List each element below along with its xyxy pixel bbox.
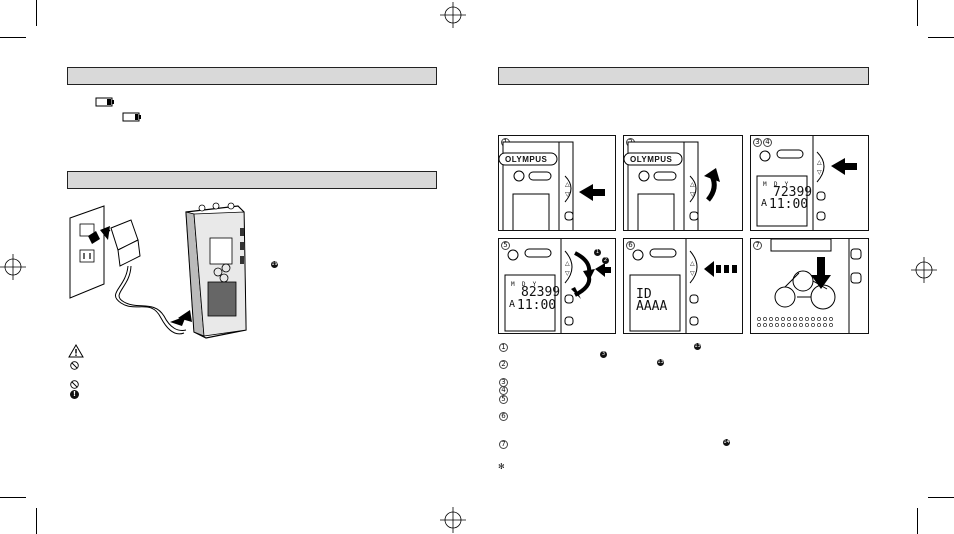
registration-mark-icon bbox=[0, 254, 26, 280]
svg-text:▽: ▽ bbox=[690, 191, 695, 198]
prohibited-icon bbox=[70, 380, 79, 389]
svg-text:△: △ bbox=[565, 181, 570, 188]
svg-text:△: △ bbox=[690, 260, 695, 267]
recorder-back-illustration bbox=[751, 239, 868, 333]
crop-mark bbox=[36, 0, 37, 26]
lcd-time-value: 11:00 bbox=[517, 298, 557, 313]
step-panel-6 bbox=[623, 238, 743, 334]
step-list-number: 5 bbox=[499, 395, 508, 404]
warning-triangle-icon bbox=[68, 344, 84, 358]
crop-mark bbox=[36, 508, 37, 534]
step-list-number: 2 bbox=[499, 360, 508, 369]
reference-badge: 3 bbox=[601, 351, 606, 357]
lcd-line-2: AAAA bbox=[636, 299, 668, 314]
section-header-bar bbox=[67, 171, 437, 189]
svg-text:△: △ bbox=[817, 159, 822, 166]
ac-adapter-illustration bbox=[66, 198, 256, 343]
step-panel-1 bbox=[498, 135, 616, 231]
lcd-date-value: 72399 bbox=[773, 185, 813, 200]
crop-mark bbox=[928, 37, 954, 38]
svg-text:▽: ▽ bbox=[565, 270, 570, 277]
step-number: 7 bbox=[753, 241, 762, 250]
battery-empty-icon bbox=[122, 112, 142, 122]
step-panel-2 bbox=[623, 135, 743, 231]
step-panel-5 bbox=[498, 238, 616, 334]
crop-mark bbox=[928, 497, 954, 498]
crop-mark bbox=[0, 497, 26, 498]
step-list-number: 3 bbox=[499, 378, 508, 387]
lcd-line-1: ID bbox=[636, 287, 652, 302]
reference-badge: 13 bbox=[657, 359, 664, 365]
svg-text:▽: ▽ bbox=[817, 169, 822, 176]
step-list-number: 6 bbox=[499, 412, 508, 421]
lcd-time-value: 11:00 bbox=[769, 197, 809, 212]
registration-mark-icon bbox=[911, 257, 937, 283]
svg-text:▽: ▽ bbox=[690, 270, 695, 277]
lcd-date-labels: M D Y bbox=[511, 281, 537, 288]
footnote-symbol: ✻ bbox=[498, 462, 505, 471]
lcd-ampm: A bbox=[761, 198, 768, 209]
battery-low-icon bbox=[95, 97, 115, 107]
reference-badge: 13 bbox=[694, 343, 701, 349]
step-list-number: 4 bbox=[499, 386, 508, 395]
brand-logo: OLYMPUS bbox=[630, 155, 673, 164]
registration-mark-icon bbox=[440, 507, 466, 533]
step-badge: 1 bbox=[595, 249, 600, 255]
reference-badge: 14 bbox=[723, 439, 730, 445]
section-header-bar bbox=[498, 67, 869, 85]
lcd-ampm: A bbox=[509, 299, 516, 310]
lcd-date-labels: M D Y bbox=[763, 181, 789, 188]
prohibited-icon bbox=[70, 361, 79, 370]
recorder-display-illustration bbox=[624, 239, 742, 333]
recorder-front-illustration bbox=[624, 136, 742, 230]
step-list-number: 1 bbox=[499, 343, 508, 352]
callout-number-badge: 19 bbox=[271, 261, 278, 267]
step-number: 6 bbox=[626, 241, 635, 250]
recorder-front-illustration bbox=[499, 136, 615, 230]
step-list-number: 7 bbox=[499, 440, 508, 449]
section-header-bar bbox=[67, 67, 437, 85]
crop-mark bbox=[0, 37, 26, 38]
svg-text:△: △ bbox=[565, 260, 570, 267]
lcd-date-value: 82399 bbox=[521, 285, 561, 300]
step-number: 4 bbox=[763, 138, 772, 147]
crop-mark bbox=[917, 0, 918, 26]
step-number: 3 bbox=[753, 138, 762, 147]
svg-text:▽: ▽ bbox=[565, 191, 570, 198]
registration-mark-icon bbox=[440, 2, 466, 28]
svg-text:△: △ bbox=[690, 181, 695, 188]
step-panel-7 bbox=[750, 238, 869, 334]
mandatory-action-icon: ! bbox=[70, 390, 79, 399]
brand-logo: OLYMPUS bbox=[505, 155, 548, 164]
step-panel-3-4 bbox=[750, 135, 869, 231]
crop-mark bbox=[917, 508, 918, 534]
step-number: 5 bbox=[501, 241, 510, 250]
step-badge: 2 bbox=[603, 257, 608, 263]
